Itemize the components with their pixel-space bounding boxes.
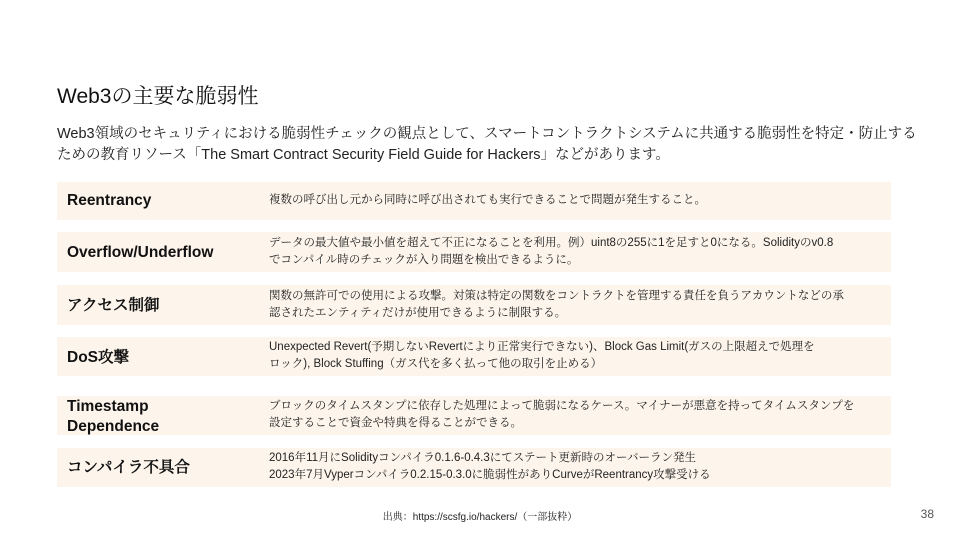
- source-citation: 出典：https://scsfg.io/hackers/（一部抜粋）: [382, 512, 578, 523]
- desc-line: ロック), Block Stuffing（ガス代を多く払って他の取引を止める）: [269, 358, 603, 370]
- intro-line: ための教育リソース「The Smart Contract Security Field Guide for Hackers」などがあります。: [57, 147, 670, 163]
- desc-line: 関数の無許可での使用による攻撃。対策は特定の関数をコントラクトを管理する責任を負うアカウントなどの承: [269, 290, 844, 302]
- vulnerability-term: [67, 191, 151, 211]
- term-line: アクセス制御: [67, 297, 160, 314]
- vulnerability-term: [67, 458, 190, 478]
- term-line: Dependence: [67, 418, 160, 435]
- desc-line: 設定することで資金や特典を得ることができる。: [269, 417, 522, 429]
- desc-line: データの最大値や最小値を超えて不正になることを利用。例）uint8の255に1を足すと0になる。Solidityのv0.8: [269, 237, 834, 249]
- vulnerability-description: [269, 450, 871, 484]
- intro-text: [57, 124, 927, 166]
- vulnerability-row-dos: [57, 337, 891, 376]
- desc-line: Unexpected Revert(予期しないRevertにより正常実行できない)、Block Gas Limit(ガスの上限超えで処理を: [269, 341, 815, 353]
- vulnerability-row-compiler-bug: [57, 448, 891, 487]
- vulnerability-row-timestamp: [57, 396, 891, 435]
- vulnerability-term: [67, 243, 213, 263]
- term-line: DoS攻撃: [67, 349, 130, 366]
- vulnerability-description: [269, 235, 871, 269]
- vulnerability-description: [269, 339, 871, 373]
- term-line: コンパイラ不具合: [67, 459, 190, 476]
- desc-line: 2016年11月にSolidityコンパイラ0.1.6-0.4.3にてステート更新時のオーバーラン発生: [269, 452, 696, 464]
- vulnerability-term: [67, 296, 160, 316]
- vulnerability-description: [269, 192, 871, 209]
- vulnerability-row-access-control: [57, 285, 891, 325]
- desc-line: 2023年7月Vyperコンパイラ0.2.15-0.3.0に脆弱性がありCurveがReentrancy攻撃受ける: [269, 469, 711, 481]
- vulnerability-row-overflow: [57, 232, 891, 272]
- vulnerability-description: [269, 288, 871, 322]
- term-line: Reentrancy: [67, 192, 152, 209]
- vulnerability-term: [67, 348, 129, 368]
- slide-title: Web3の主要な脆弱性: [57, 85, 259, 108]
- intro-line: Web3領域のセキュリティにおける脆弱性チェックの観点として、スマートコントラクトシステムに共通する脆弱性を特定・防止する: [57, 126, 917, 142]
- desc-line: 複数の呼び出し元から同時に呼び出されても実行できることで問題が発生すること。: [269, 194, 706, 206]
- desc-line: でコンパイル時のチェックが入り問題を検出できるように。: [269, 254, 579, 266]
- vulnerability-row-reentrancy: [57, 182, 891, 220]
- desc-line: ブロックのタイムスタンプに依存した処理によって脆弱になるケース。マイナーが悪意を持ってタイムスタンプを: [269, 400, 855, 412]
- page-number: 38: [920, 507, 934, 521]
- vulnerability-term: [67, 397, 159, 437]
- term-line: Timestamp: [67, 398, 149, 415]
- term-line: Overflow/Underflow: [67, 244, 214, 261]
- desc-line: 認されたエンティティだけが使用できるように制限する。: [269, 307, 567, 319]
- vulnerability-description: [269, 398, 871, 432]
